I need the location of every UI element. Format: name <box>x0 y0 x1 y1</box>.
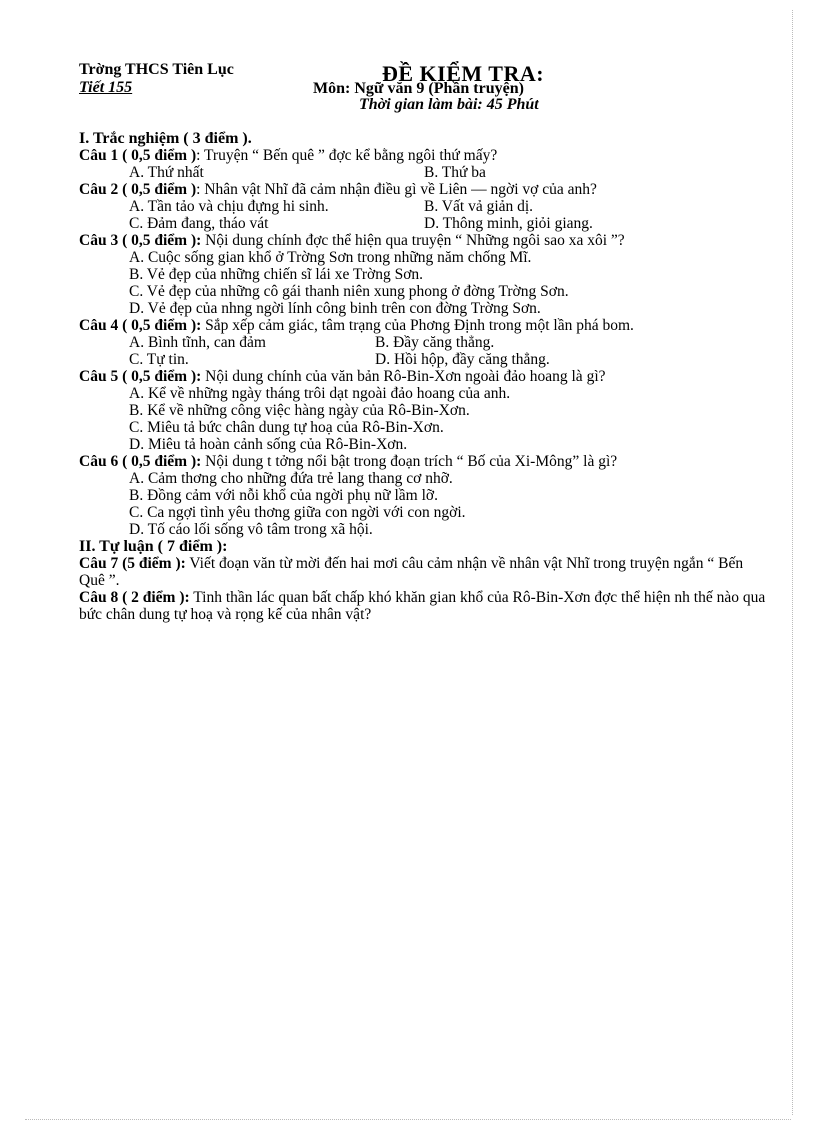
question-7-text: Viết đoạn văn từ mời đến hai mơi câu cảm nhận về nhân vật Nhĩ trong truyện ngắn “ Bến Quê ”. <box>79 555 744 589</box>
question-5-option-c: C. Miêu tả bức chân dung tự hoạ của Rô-Bin-Xơn. <box>129 419 444 436</box>
question-2-options-cd <box>79 215 769 232</box>
question-7 <box>79 555 769 589</box>
page-right-guide <box>792 10 793 1115</box>
question-4-text: Sắp xếp cảm giác, tâm trạng của Phơng Định trong một lần phá bom. <box>201 317 634 334</box>
question-4-label: Câu 4 ( 0,5 điểm ): <box>79 317 202 334</box>
question-2-label: Câu 2 ( 0,5 điểm ) <box>79 181 197 198</box>
question-4-options-cd <box>79 351 769 368</box>
lesson-number: Tiết 155 <box>79 79 133 96</box>
question-3-text: Nội dung chính đợc thể hiện qua truyện “ Những ngôi sao xa xôi ”? <box>201 232 625 249</box>
question-4-option-c: C. Tự tin. <box>129 351 189 368</box>
question-1-options <box>79 164 769 181</box>
question-4-option-a: A. Bình tĩnh, can đảm <box>129 334 266 351</box>
question-5 <box>79 368 769 385</box>
exam-body <box>79 130 769 623</box>
question-6 <box>79 453 769 470</box>
question-2 <box>79 181 769 198</box>
question-2-option-a: A. Tần tảo và chịu đựng hi sinh. <box>129 198 329 215</box>
question-3 <box>79 232 769 249</box>
question-2-option-d: D. Thông minh, giỏi giang. <box>424 215 593 232</box>
section-2-title: II. Tự luận ( 7 điểm ): <box>79 538 228 555</box>
question-5-label: Câu 5 ( 0,5 điểm ): <box>79 368 202 385</box>
question-4-option-b: B. Đầy căng thẳng. <box>375 334 495 351</box>
question-8 <box>79 589 769 623</box>
question-5-option-d: D. Miêu tả hoàn cảnh sống của Rô-Bin-Xơn. <box>129 436 408 453</box>
question-7-label: Câu 7 (5 điểm ): <box>79 555 186 572</box>
question-3-option-a: A. Cuộc sống gian khổ ở Trờng Sơn trong những năm chống Mĩ. <box>129 249 532 266</box>
question-6-option-a: A. Cảm thơng cho những đứa trẻ lang thang cơ nhỡ. <box>129 470 453 487</box>
question-8-text: Tinh thần lác quan bất chấp khó khăn gian khổ của Rô-Bin-Xơn đợc thể hiện nh thế nào qua bức chân dung tự hoạ và rọng kế của nhân vật? <box>79 589 766 623</box>
question-1-text: : Truyện “ Bến quê ” đợc kể bằng ngôi thứ mấy? <box>196 147 498 164</box>
subject-line: Môn: Ngữ văn 9 (Phần truyện) <box>313 80 524 97</box>
question-5-text: Nội dung chính của văn bản Rô-Bin-Xơn ngoài đảo hoang là gì? <box>201 368 606 385</box>
question-3-label: Câu 3 ( 0,5 điểm ): <box>79 232 202 249</box>
question-3-option-d: D. Vẻ đẹp của nhng ngời lính công binh trên con đờng Trờng Sơn. <box>129 300 541 317</box>
question-1-option-b: B. Thứ ba <box>424 164 486 181</box>
question-2-option-c: C. Đảm đang, tháo vát <box>129 215 269 232</box>
question-6-option-d: D. Tố cáo lối sống vô tâm trong xã hội. <box>129 521 373 538</box>
question-3-option-b: B. Vẻ đẹp của những chiến sĩ lái xe Trờng Sơn. <box>129 266 424 283</box>
question-4-option-d: D. Hồi hộp, đầy căng thẳng. <box>375 351 550 368</box>
question-1-label: Câu 1 ( 0,5 điểm ) <box>79 147 197 164</box>
question-5-option-b: B. Kể về những công việc hàng ngày của Rô-Bin-Xơn. <box>129 402 470 419</box>
question-6-label: Câu 6 ( 0,5 điểm ): <box>79 453 202 470</box>
question-4 <box>79 317 769 334</box>
question-1-option-a: A. Thứ nhất <box>129 164 204 181</box>
question-5-option-a: A. Kể về những ngày tháng trôi dạt ngoài đảo hoang của anh. <box>129 385 511 402</box>
question-2-option-b: B. Vất vả giản dị. <box>424 198 534 215</box>
question-6-option-b: B. Đồng cảm với nỗi khổ của ngời phụ nữ lầm lỡ. <box>129 487 438 504</box>
question-2-options-ab <box>79 198 769 215</box>
page-bottom-guide <box>25 1119 791 1120</box>
question-6-text: Nội dung t tởng nổi bật trong đoạn trích “ Bố của Xi-Mông” là gì? <box>201 453 618 470</box>
time-line: Thời gian làm bài: 45 Phút <box>359 96 539 113</box>
question-2-text: : Nhân vật Nhĩ đã cảm nhận điều gì về Liên — ngời vợ của anh? <box>196 181 597 198</box>
question-8-label: Câu 8 ( 2 điểm ): <box>79 589 190 606</box>
question-6-option-c: C. Ca ngợi tình yêu thơng giữa con ngời với con ngời. <box>129 504 466 521</box>
question-4-options-ab <box>79 334 769 351</box>
question-3-option-c: C. Vẻ đẹp của những cô gái thanh niên xung phong ở đờng Trờng Sơn. <box>129 283 569 300</box>
section-1-title: I. Trắc nghiệm ( 3 điểm ). <box>79 130 252 147</box>
question-1 <box>79 147 769 164</box>
page-title: ĐỀ KIỂM TRA: <box>382 61 545 86</box>
school-name: Trờng THCS Tiên Lục <box>79 61 234 78</box>
